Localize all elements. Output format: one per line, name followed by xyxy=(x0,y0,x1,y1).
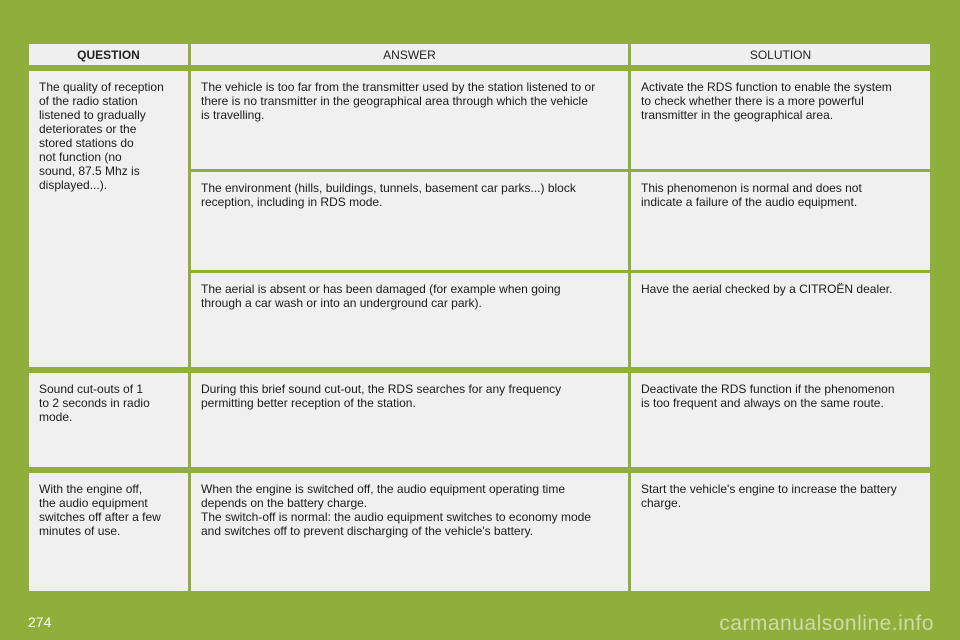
solution-cell: Activate the RDS function to enable the system to check whether there is a more powerful transmitter in the geographical area. xyxy=(631,71,930,169)
header-question: QUESTION xyxy=(29,44,188,65)
page-number: 274 xyxy=(28,614,52,630)
solution-cell: Deactivate the RDS function if the phenomenon is too frequent and always on the same route. xyxy=(631,373,930,467)
solution-cell: Have the aerial checked by a CITROËN dealer. xyxy=(631,273,930,367)
answer-cell: When the engine is switched off, the audio equipment operating time depends on the battery charge. The switch-off is normal: the audio equipment switches to economy mode and switches off to prevent discharging of the vehicle's battery. xyxy=(191,473,628,591)
question-cell: With the engine off, the audio equipment switches off after a few minutes of use. xyxy=(29,473,188,591)
troubleshooting-table xyxy=(29,44,930,610)
question-cell: Sound cut-outs of 1 to 2 seconds in radio mode. xyxy=(29,373,188,467)
header-solution: SOLUTION xyxy=(631,44,930,65)
header-answer: ANSWER xyxy=(191,44,628,65)
solution-cell: Start the vehicle's engine to increase the battery charge. xyxy=(631,473,930,591)
solution-cell: This phenomenon is normal and does not indicate a failure of the audio equipment. xyxy=(631,172,930,270)
answer-cell: The aerial is absent or has been damaged (for example when going through a car wash or into an underground car park). xyxy=(191,273,628,367)
answer-cell: During this brief sound cut-out, the RDS searches for any frequency permitting better reception of the station. xyxy=(191,373,628,467)
answer-cell: The environment (hills, buildings, tunnels, basement car parks...) block reception, including in RDS mode. xyxy=(191,172,628,270)
question-cell: The quality of reception of the radio station listened to gradually deteriorates or the stored stations do not function (no sound, 87.5 Mhz is displayed...). xyxy=(29,71,188,367)
watermark: carmanualsonline.info xyxy=(719,612,934,635)
answer-cell: The vehicle is too far from the transmitter used by the station listened to or there is no transmitter in the geographical area through which the vehicle is travelling. xyxy=(191,71,628,169)
